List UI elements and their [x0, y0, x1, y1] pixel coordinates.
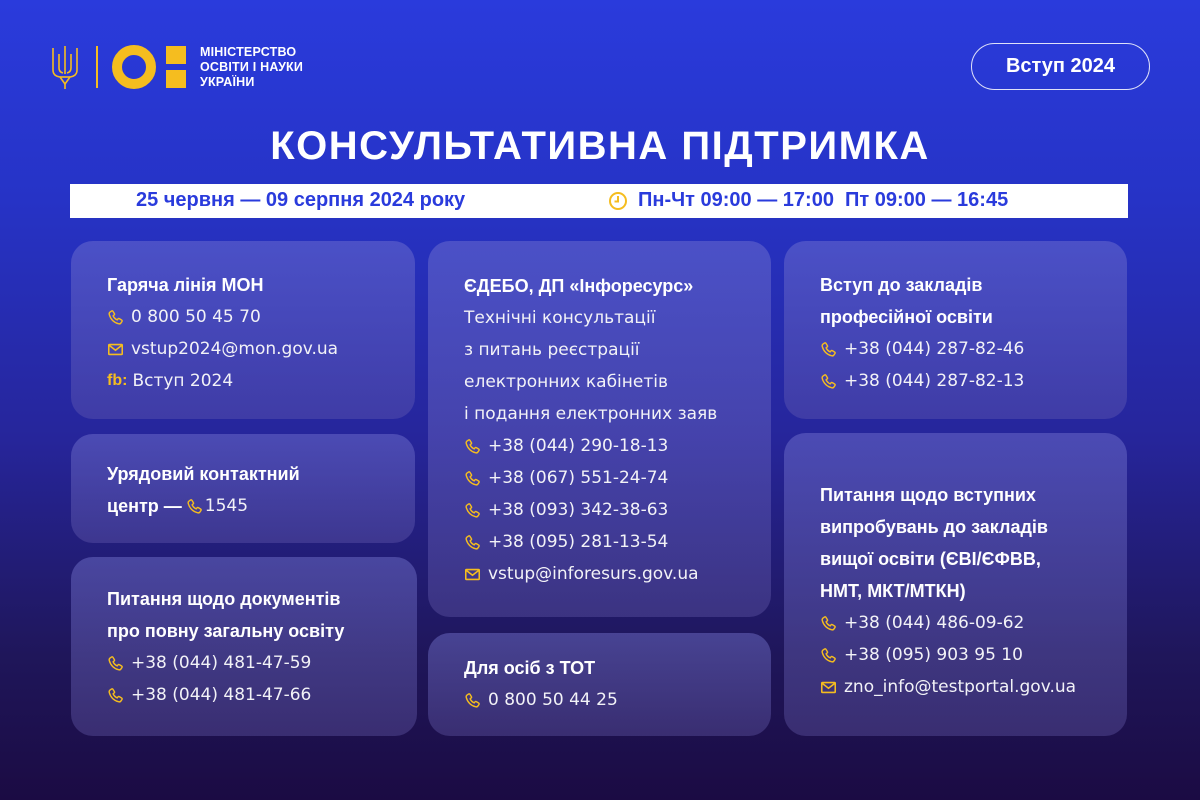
phone-number: +38 (093) 342-38-63 [488, 500, 669, 520]
phone-icon [107, 309, 124, 326]
facebook-page: Вступ 2024 [132, 371, 234, 391]
schedule-dates: 25 червня — 09 серпня 2024 року [136, 189, 466, 211]
schedule-band [70, 184, 1128, 218]
phone-icon [820, 341, 837, 358]
phone-link[interactable] [820, 333, 1093, 365]
facebook-link[interactable] [107, 365, 381, 397]
card-title-line-3: вищої освіти (ЄВІ/ЄФВВ, [820, 549, 1041, 569]
card-description-line-2: з питань реєстрації [464, 340, 640, 360]
page-title: КОНСУЛЬТАТИВНА ПІДТРИМКА [270, 124, 930, 168]
phone-icon [464, 438, 481, 455]
phone-icon [464, 534, 481, 551]
mail-icon [464, 566, 481, 583]
phone-icon [107, 687, 124, 704]
phone-icon [820, 647, 837, 664]
phone-number: +38 (044) 481-47-66 [131, 685, 312, 705]
email-address: zno_info@testportal.gov.ua [844, 677, 1077, 697]
phone-number: +38 (067) 551-24-74 [488, 468, 669, 488]
ministry-line-1: МІНІСТЕРСТВО [200, 45, 297, 59]
schedule-hours [608, 189, 1008, 212]
card-tot [428, 633, 771, 736]
phone-link[interactable] [107, 301, 381, 333]
card-higher-education [784, 433, 1127, 736]
phone-link[interactable] [820, 365, 1093, 397]
phone-link[interactable] [820, 607, 1093, 639]
mail-icon [107, 341, 124, 358]
card-title-line-1: Питання щодо вступних [820, 485, 1036, 505]
card-title-text: центр — [107, 496, 182, 516]
phone-number: +38 (095) 903 95 10 [844, 645, 1023, 665]
vstup-2024-badge[interactable]: Вступ 2024 [971, 43, 1150, 90]
card-gov-center [71, 434, 415, 543]
card-title-line-4: НМТ, МКТ/МТКН) [820, 581, 966, 601]
card-title: Гаряча лінія МОН [107, 275, 264, 295]
phone-icon [464, 692, 481, 709]
phone-number: 0 800 50 45 70 [131, 307, 261, 327]
facebook-icon: fb: [107, 372, 128, 389]
phone-link[interactable] [464, 430, 737, 462]
phone-link[interactable] [107, 647, 383, 679]
phone-link[interactable] [464, 462, 737, 494]
card-title: Для осіб з ТОТ [464, 658, 596, 678]
logo-divider [96, 46, 98, 88]
schedule-hours-text: Пн-Чт 09:00 — 17:00 Пт 09:00 — 16:45 [638, 189, 1009, 211]
phone-number: 1545 [204, 496, 249, 516]
card-title-line-1: Питання щодо документів [107, 589, 341, 609]
phone-number: +38 (044) 486-09-62 [844, 613, 1025, 633]
email-link[interactable] [820, 671, 1093, 703]
ministry-line-3: УКРАЇНИ [200, 75, 255, 89]
card-vocational [784, 241, 1127, 419]
card-description-line-3: електронних кабінетів [464, 372, 668, 392]
phone-icon [820, 373, 837, 390]
card-title-line-2: про повну загальну освіту [107, 621, 345, 641]
mon-logo-icon [111, 44, 191, 90]
card-documents [71, 557, 417, 736]
phone-link[interactable] [464, 684, 737, 716]
mail-icon [820, 679, 837, 696]
email-address: vstup@inforesurs.gov.ua [488, 564, 699, 584]
phone-number: +38 (044) 287-82-13 [844, 371, 1025, 391]
phone-number: +38 (044) 287-82-46 [844, 339, 1025, 359]
email-address: vstup2024@mon.gov.ua [131, 339, 339, 359]
phone-link[interactable] [107, 679, 383, 711]
email-link[interactable] [464, 558, 737, 590]
phone-number: +38 (044) 481-47-59 [131, 653, 312, 673]
card-hotline [71, 241, 415, 419]
phone-icon [464, 470, 481, 487]
card-description-line-4: і подання електронних заяв [464, 404, 718, 424]
ministry-name [200, 45, 303, 90]
phone-link[interactable] [464, 526, 737, 558]
phone-number: +38 (044) 290-18-13 [488, 436, 669, 456]
phone-number: +38 (095) 281-13-54 [488, 532, 669, 552]
phone-link[interactable] [464, 494, 737, 526]
card-title-line-2: випробувань до закладів [820, 517, 1048, 537]
phone-number: 0 800 50 44 25 [488, 690, 618, 710]
phone-icon [107, 655, 124, 672]
clock-icon [608, 191, 628, 211]
phone-icon [464, 502, 481, 519]
card-edebo [428, 241, 771, 617]
phone-icon [186, 498, 203, 515]
phone-link[interactable] [182, 490, 248, 522]
card-title-line-2 [107, 490, 381, 522]
card-title-line-1: Урядовий контактний [107, 464, 300, 484]
card-title-line-1: Вступ до закладів [820, 275, 983, 295]
card-title: ЄДЕБО, ДП «Інфоресурс» [464, 276, 694, 296]
phone-link[interactable] [820, 639, 1093, 671]
ministry-line-2: ОСВІТИ І НАУКИ [200, 60, 304, 74]
card-title-line-2: професійної освіти [820, 307, 993, 327]
trident-icon [50, 44, 80, 90]
email-link[interactable] [107, 333, 381, 365]
card-description-line-1: Технічні консультації [464, 308, 656, 328]
phone-icon [820, 615, 837, 632]
header [0, 0, 1200, 110]
